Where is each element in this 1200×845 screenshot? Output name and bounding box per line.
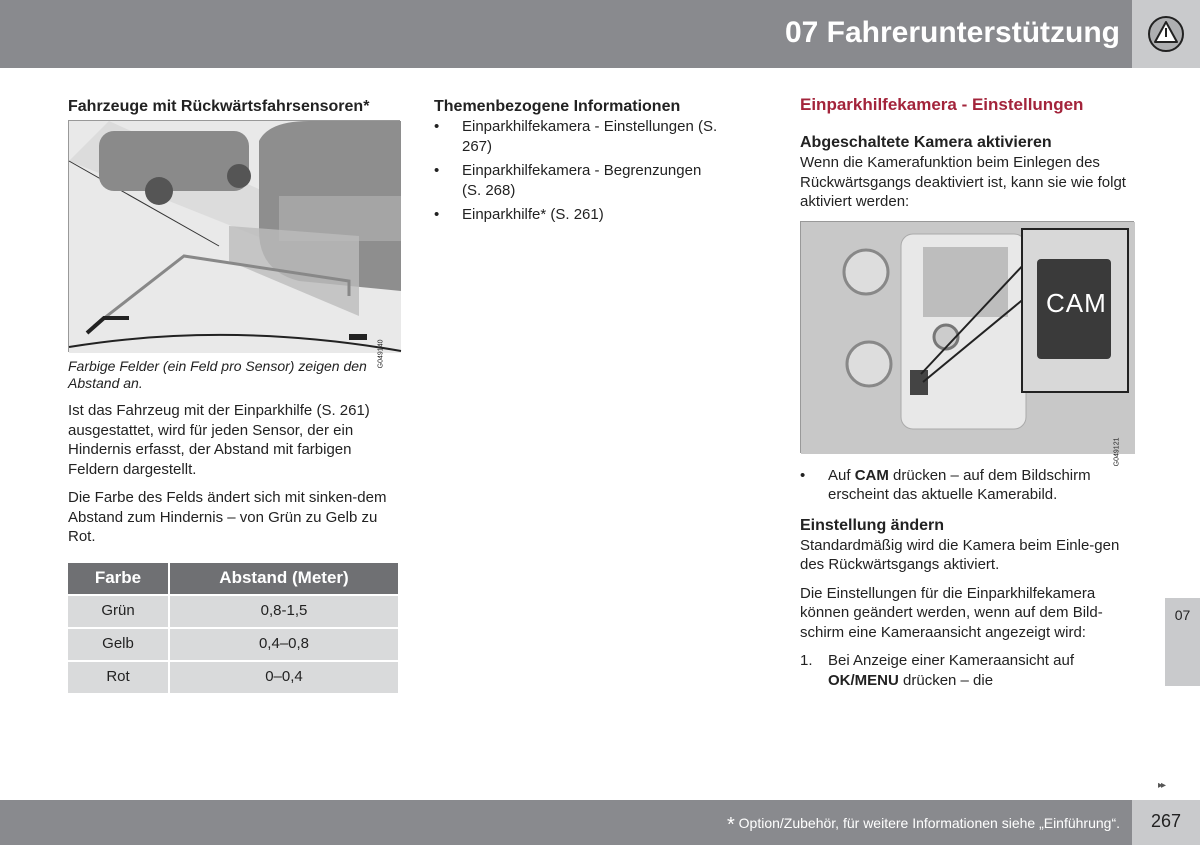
step-item [800, 651, 1130, 690]
table-header-row [68, 563, 398, 594]
column-2 [434, 97, 724, 230]
center-console-illustration [801, 222, 1135, 454]
ok-menu-key-name: OK/MENU [828, 671, 899, 689]
figure-caption: Farbige Felder (ein Feld pro Sensor) zeigen den Abstand an. [68, 358, 367, 391]
table-row [68, 629, 398, 660]
cam-button-figure [800, 221, 1134, 467]
bullet-icon: • [434, 206, 440, 223]
subheading: Abgeschaltete Kamera aktivieren [800, 134, 1052, 151]
list-item[interactable] [434, 205, 724, 225]
footer-note: Option/Zubehör, für weitere Informationen siehe „Einführung“. [734, 815, 1120, 831]
link-text[interactable]: Einparkhilfekamera - Begrenzungen (S. 268) [462, 162, 702, 199]
asterisk: * [726, 814, 735, 836]
table-cell: Rot [68, 662, 168, 693]
paragraph: Standardmäßig wird die Kamera beim Einle-gen des Rückwärtsgangs aktiviert. [800, 536, 1120, 573]
subheading: Einstellung ändern [800, 516, 945, 534]
paragraph: Wenn die Kamerafunktion beim Einlegen des Rückwärtsgangs deaktiviert ist, kann sie wie folgt aktiviert werden: [800, 154, 1126, 210]
bullet-icon: • [800, 466, 806, 484]
figure-code: G049121 [1113, 437, 1121, 467]
paragraph: Die Einstellungen für die Einparkhilfekamera können geändert werden, wenn auf dem Bild-schirm eine Kameraansicht angezeigt wird: [800, 584, 1103, 641]
footer [0, 800, 1132, 845]
page-number: 267 [1132, 800, 1200, 845]
table-cell: Gelb [68, 629, 168, 660]
chapter-title: 07 Fahrerunterstützung [784, 16, 1120, 49]
continue-arrows-icon: ▸▸ [1158, 780, 1165, 791]
table-cell: 0,8-1,5 [168, 596, 398, 627]
paragraph: Die Farbe des Felds ändert sich mit sinken-dem Abstand zum Hindernis – von Grün zu Gelb zu Rot. [68, 489, 387, 545]
related-info-heading: Themenbezogene Informationen [434, 98, 681, 115]
link-text[interactable]: Einparkhilfe* (S. 261) [462, 206, 604, 223]
chapter-tab[interactable]: 07 [1165, 598, 1200, 686]
paragraph: Ist das Fahrzeug mit der Einparkhilfe (S. 261) ausgestattet, wird für jeden Sensor, der ein Hindernis erfasst, der Abstand mit farbigen Feldern dargestellt. [68, 402, 370, 478]
column-3 [800, 95, 1130, 695]
column-header: Abstand (Meter) [168, 563, 398, 594]
cam-label: CAM [1046, 287, 1107, 318]
list-item[interactable] [434, 117, 724, 156]
bullet-icon: • [434, 162, 440, 179]
step-number: 1. [800, 652, 813, 669]
section-heading: Fahrzeuge mit Rückwärtsfahrsensoren* [68, 98, 370, 115]
parking-sensor-figure [68, 120, 400, 368]
text: Bei Anzeige einer Kameraansicht auf [828, 652, 1074, 669]
cam-key-name: CAM [854, 466, 889, 484]
table-row [68, 662, 398, 693]
link-text[interactable]: Einparkhilfekamera - Einstellungen (S. 267) [462, 118, 718, 155]
table-cell: 0–0,4 [168, 662, 398, 693]
chapter-header [0, 0, 1132, 68]
column-1 [68, 97, 400, 695]
list-item[interactable] [434, 161, 724, 200]
table-row [68, 596, 398, 627]
chapter-icon-box [1132, 0, 1200, 68]
warning-triangle-icon [1132, 0, 1200, 68]
parking-sensor-illustration [69, 121, 401, 353]
list-item [800, 466, 1130, 505]
column-header: Farbe [68, 563, 168, 594]
table-cell: Grün [68, 596, 168, 627]
text: drücken – auf dem Bildschirm erscheint das aktuelle Kamerabild. [828, 466, 1091, 503]
figure-code: G049140 [377, 339, 385, 368]
bullet-icon: • [434, 118, 440, 135]
table-cell: 0,4–0,8 [168, 629, 398, 660]
text: Auf [828, 466, 855, 484]
distance-color-table [68, 561, 398, 695]
section-title: Einparkhilfekamera - Einstellungen [800, 95, 1084, 114]
text: drücken – die [898, 671, 994, 689]
